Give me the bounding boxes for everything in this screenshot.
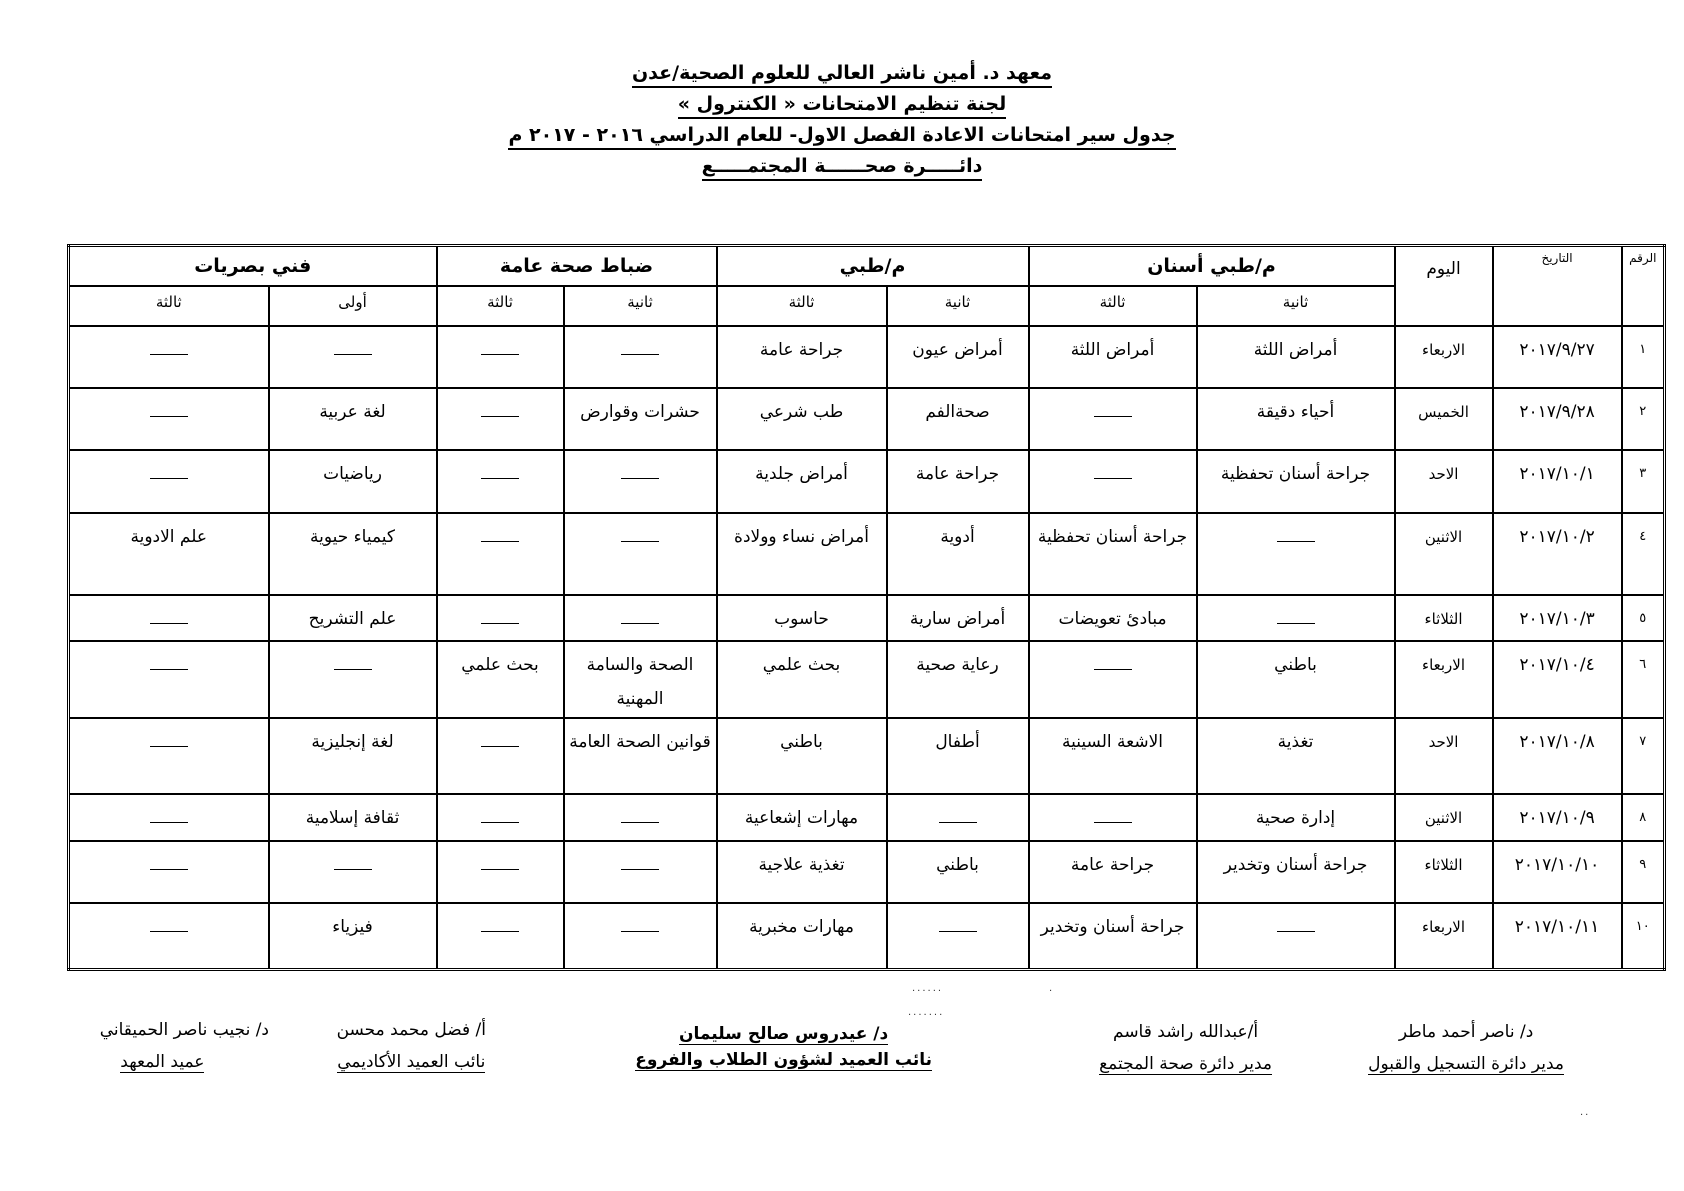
empty-dash: [621, 462, 659, 479]
decorative-dots: .: [1049, 983, 1055, 994]
course-cell: إدارة صحية: [1197, 794, 1395, 840]
course-cell: الصحة والسامة المهنية: [564, 641, 717, 717]
table-row: [69, 388, 1665, 450]
row-number: ٤: [1622, 513, 1665, 596]
empty-dash: [1277, 525, 1315, 542]
row-date: ٢٠١٧/١٠/١: [1493, 450, 1622, 512]
empty-dash: [1094, 400, 1132, 417]
empty-dash: [481, 806, 519, 823]
signature-dean: د/ نجيب ناصر الحميقاني عميد المعهد: [99, 1020, 269, 1072]
course-cell: أمراض جلدية: [717, 450, 887, 512]
row-number: ٢: [1622, 388, 1665, 450]
row-date: ٢٠١٧/١٠/١٠: [1493, 841, 1622, 903]
course-cell: أدوية: [887, 513, 1029, 596]
empty-dash: [150, 607, 188, 624]
empty-dash: [1094, 806, 1132, 823]
decorative-dots: .......: [908, 1007, 945, 1018]
course-cell: أطفال: [887, 718, 1029, 794]
course-cell: حاسوب: [717, 595, 887, 641]
course-cell: مبادئ تعويضات: [1029, 595, 1197, 641]
row-date: ٢٠١٧/١٠/٣: [1493, 595, 1622, 641]
course-cell: [1197, 513, 1395, 596]
level-header: ثانية: [887, 286, 1029, 326]
course-cell: جراحة أسنان تحفظية: [1029, 513, 1197, 596]
level-header: ثانية: [1197, 286, 1395, 326]
empty-dash: [621, 915, 659, 932]
col-day-header: اليوم: [1395, 246, 1493, 326]
course-cell: مهارات إشعاعية: [717, 794, 887, 840]
course-cell: ثقافة إسلامية: [269, 794, 437, 840]
course-cell: [1197, 595, 1395, 641]
row-day: الثلاثاء: [1395, 841, 1493, 903]
course-cell: [1029, 794, 1197, 840]
table-row: [69, 794, 1665, 840]
course-cell: [1029, 388, 1197, 450]
empty-dash: [1277, 915, 1315, 932]
course-cell: باطني: [717, 718, 887, 794]
table-row: [69, 718, 1665, 794]
course-cell: أمراض عيون: [887, 326, 1029, 388]
level-header: ثالثة: [69, 286, 269, 326]
course-cell: أمراض اللثة: [1029, 326, 1197, 388]
row-date: ٢٠١٧/١٠/٨: [1493, 718, 1622, 794]
empty-dash: [481, 730, 519, 747]
empty-dash: [150, 338, 188, 355]
course-cell: لغة إنجليزية: [269, 718, 437, 794]
empty-dash: [150, 462, 188, 479]
row-day: الاربعاء: [1395, 903, 1493, 970]
empty-dash: [150, 915, 188, 932]
signature-community-health-director: أ/عبدالله راشد قاسم مدير دائرة صحة المجتمع: [1099, 1022, 1272, 1074]
empty-dash: [621, 806, 659, 823]
course-cell: [437, 595, 564, 641]
course-cell: [69, 388, 269, 450]
level-header: ثالثة: [1029, 286, 1197, 326]
row-number: ٧: [1622, 718, 1665, 794]
level-header: ثالثة: [717, 286, 887, 326]
course-cell: [437, 513, 564, 596]
row-number: ٣: [1622, 450, 1665, 512]
course-cell: علم التشريح: [269, 595, 437, 641]
empty-dash: [334, 853, 372, 870]
row-number: ٩: [1622, 841, 1665, 903]
course-cell: [887, 794, 1029, 840]
course-cell: علم الادوية: [69, 513, 269, 596]
course-cell: [564, 595, 717, 641]
level-header: أولى: [269, 286, 437, 326]
row-number: ٨: [1622, 794, 1665, 840]
empty-dash: [621, 607, 659, 624]
course-cell: أحياء دقيقة: [1197, 388, 1395, 450]
course-cell: [69, 841, 269, 903]
group-header: فني بصريات: [69, 246, 437, 286]
col-date-header: التاريخ: [1493, 246, 1622, 326]
group-header: م/طبي أسنان: [1029, 246, 1395, 286]
course-cell: بحث علمي: [437, 641, 564, 717]
empty-dash: [621, 338, 659, 355]
row-date: ٢٠١٧/٩/٢٧: [1493, 326, 1622, 388]
course-cell: [564, 326, 717, 388]
course-cell: [437, 718, 564, 794]
row-day: الاثنين: [1395, 513, 1493, 596]
table-row: [69, 903, 1665, 970]
row-day: الاثنين: [1395, 794, 1493, 840]
course-cell: [269, 641, 437, 717]
course-cell: رعاية صحية: [887, 641, 1029, 717]
empty-dash: [481, 400, 519, 417]
row-day: الاحد: [1395, 450, 1493, 512]
group-header: ضباط صحة عامة: [437, 246, 717, 286]
course-cell: [437, 794, 564, 840]
empty-dash: [334, 653, 372, 670]
course-cell: طب شرعي: [717, 388, 887, 450]
empty-dash: [1094, 653, 1132, 670]
course-cell: [69, 718, 269, 794]
course-cell: [887, 903, 1029, 970]
empty-dash: [1277, 607, 1315, 624]
empty-dash: [621, 853, 659, 870]
schedule-title: جدول سير امتحانات الاعادة الفصل الاول- للعام الدراسي ٢٠١٦ - ٢٠١٧ م: [0, 124, 1684, 146]
course-cell: تغذية علاجية: [717, 841, 887, 903]
row-number: ٦: [1622, 641, 1665, 717]
course-cell: أمراض نساء وولادة: [717, 513, 887, 596]
table-row: [69, 326, 1665, 388]
row-day: الاحد: [1395, 718, 1493, 794]
table-row: [69, 595, 1665, 641]
empty-dash: [150, 653, 188, 670]
row-number: ٥: [1622, 595, 1665, 641]
course-cell: جراحة عامة: [717, 326, 887, 388]
course-cell: جراحة عامة: [1029, 841, 1197, 903]
table-row: [69, 513, 1665, 596]
signature-registration-director: د/ ناصر أحمد ماطر مدير دائرة التسجيل والقبول: [1368, 1022, 1564, 1074]
course-cell: [69, 450, 269, 512]
course-cell: [437, 841, 564, 903]
course-cell: [1029, 450, 1197, 512]
course-cell: باطني: [1197, 641, 1395, 717]
course-cell: بحث علمي: [717, 641, 887, 717]
course-cell: [1029, 641, 1197, 717]
course-cell: أمراض اللثة: [1197, 326, 1395, 388]
row-number: ١: [1622, 326, 1665, 388]
course-cell: جراحة أسنان وتخدير: [1029, 903, 1197, 970]
empty-dash: [481, 853, 519, 870]
course-cell: [437, 903, 564, 970]
empty-dash: [481, 462, 519, 479]
row-day: الاربعاء: [1395, 641, 1493, 717]
row-date: ٢٠١٧/١٠/٢: [1493, 513, 1622, 596]
row-number: ١٠: [1622, 903, 1665, 970]
institute-title: معهد د. أمين ناشر العالي للعلوم الصحية/عدن: [0, 62, 1684, 84]
course-cell: فيزياء: [269, 903, 437, 970]
course-cell: [564, 450, 717, 512]
course-cell: [69, 595, 269, 641]
group-header: م/طبي: [717, 246, 1029, 286]
schedule-body: [69, 326, 1665, 970]
course-cell: [69, 794, 269, 840]
row-date: ٢٠١٧/١٠/٩: [1493, 794, 1622, 840]
course-cell: حشرات وقوارض: [564, 388, 717, 450]
empty-dash: [481, 915, 519, 932]
empty-dash: [150, 806, 188, 823]
row-date: ٢٠١٧/٩/٢٨: [1493, 388, 1622, 450]
level-header: ثالثة: [437, 286, 564, 326]
empty-dash: [939, 915, 977, 932]
empty-dash: [481, 525, 519, 542]
table-row: [69, 641, 1665, 717]
course-cell: [564, 841, 717, 903]
signature-student-affairs-deputy: د/ عيدروس صالح سليمان نائب العميد لشؤون الطلاب والفروع: [635, 1024, 932, 1070]
empty-dash: [481, 607, 519, 624]
empty-dash: [150, 730, 188, 747]
row-day: الثلاثاء: [1395, 595, 1493, 641]
empty-dash: [481, 338, 519, 355]
course-cell: أمراض سارية: [887, 595, 1029, 641]
course-cell: كيمياء حيوية: [269, 513, 437, 596]
row-date: ٢٠١٧/١٠/٤: [1493, 641, 1622, 717]
course-cell: رياضيات: [269, 450, 437, 512]
committee-title: لجنة تنظيم الامتحانات « الكنترول »: [0, 93, 1684, 115]
col-number-header: الرقم: [1622, 246, 1665, 326]
empty-dash: [939, 806, 977, 823]
row-date: ٢٠١٧/١٠/١١: [1493, 903, 1622, 970]
document-header: [0, 62, 1684, 186]
course-cell: الاشعة السينية: [1029, 718, 1197, 794]
course-cell: لغة عربية: [269, 388, 437, 450]
signature-academic-deputy: أ/ فضل محمد محسن نائب العميد الأكاديمي: [336, 1020, 486, 1072]
course-cell: [564, 513, 717, 596]
row-day: الاربعاء: [1395, 326, 1493, 388]
course-cell: [564, 903, 717, 970]
table-row: [69, 450, 1665, 512]
course-cell: جراحة عامة: [887, 450, 1029, 512]
course-cell: [69, 326, 269, 388]
empty-dash: [150, 853, 188, 870]
empty-dash: [621, 525, 659, 542]
course-cell: [437, 388, 564, 450]
empty-dash: [150, 400, 188, 417]
course-cell: [269, 326, 437, 388]
course-cell: [69, 903, 269, 970]
table-row: [69, 841, 1665, 903]
exam-schedule-table: [67, 244, 1666, 971]
course-cell: جراحة أسنان وتخدير: [1197, 841, 1395, 903]
empty-dash: [1094, 462, 1132, 479]
level-header: ثانية: [564, 286, 717, 326]
course-cell: [1197, 903, 1395, 970]
course-cell: مهارات مخبرية: [717, 903, 887, 970]
course-cell: تغذية: [1197, 718, 1395, 794]
course-cell: [269, 841, 437, 903]
course-cell: باطني: [887, 841, 1029, 903]
course-cell: جراحة أسنان تحفظية: [1197, 450, 1395, 512]
course-cell: قوانين الصحة العامة: [564, 718, 717, 794]
course-cell: [437, 326, 564, 388]
decorative-dots: ..: [1580, 1107, 1591, 1118]
decorative-dots: ......: [912, 983, 944, 994]
department-title: دائـــــرة صحــــــة المجتمـــــع: [0, 155, 1684, 177]
course-cell: [69, 641, 269, 717]
course-cell: صحةالفم: [887, 388, 1029, 450]
empty-dash: [334, 338, 372, 355]
row-day: الخميس: [1395, 388, 1493, 450]
course-cell: [437, 450, 564, 512]
course-cell: [564, 794, 717, 840]
